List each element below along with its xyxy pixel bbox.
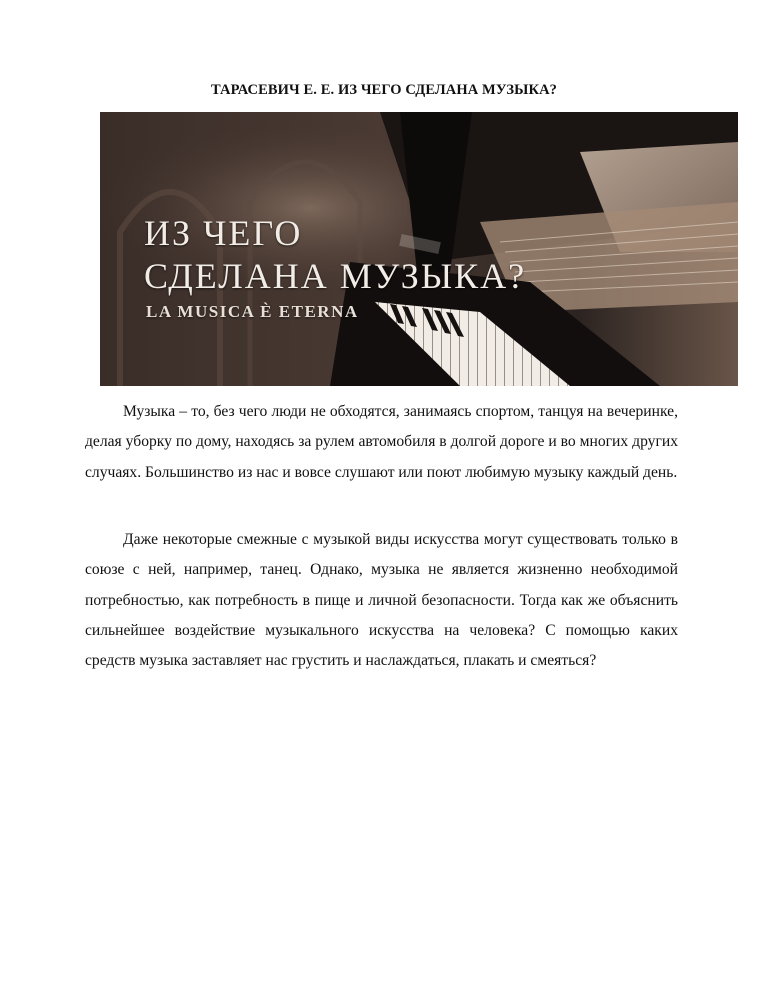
- banner-subtitle: LA MUSICA È ETERNA: [146, 302, 359, 321]
- banner-heading-line1: ИЗ ЧЕГО: [144, 213, 303, 253]
- banner-heading-line2: СДЕЛАНА МУЗЫКА?: [144, 256, 527, 296]
- paragraph-1: Музыка – то, без чего люди не обходятся, занимаясь спортом, танцуя на вечеринке, делая уборку по дому, находясь за рулем автомобиля в долгой дороге и во многих других случаях. Большинство из нас и вовсе слушают или поют любимую музыку каждый день.: [85, 403, 678, 481]
- banner-image: [100, 112, 738, 386]
- paragraph-2: Даже некоторые смежные с музыкой виды искусства могут существовать только в союзе с ней, например, танец. Однако, музыка не является жизненно необходимой потребностью, как потребность в пище и личной безопасности. Тогда как же объяснить сильнейшее воздействие музыкального искусства на человека? С помощью каких средств музыка заставляет нас грустить и наслаждаться, плакать и смеяться?: [85, 531, 678, 670]
- page-title: ТАРАСЕВИЧ Е. Е. ИЗ ЧЕГО СДЕЛАНА МУЗЫКА?: [210, 82, 558, 98]
